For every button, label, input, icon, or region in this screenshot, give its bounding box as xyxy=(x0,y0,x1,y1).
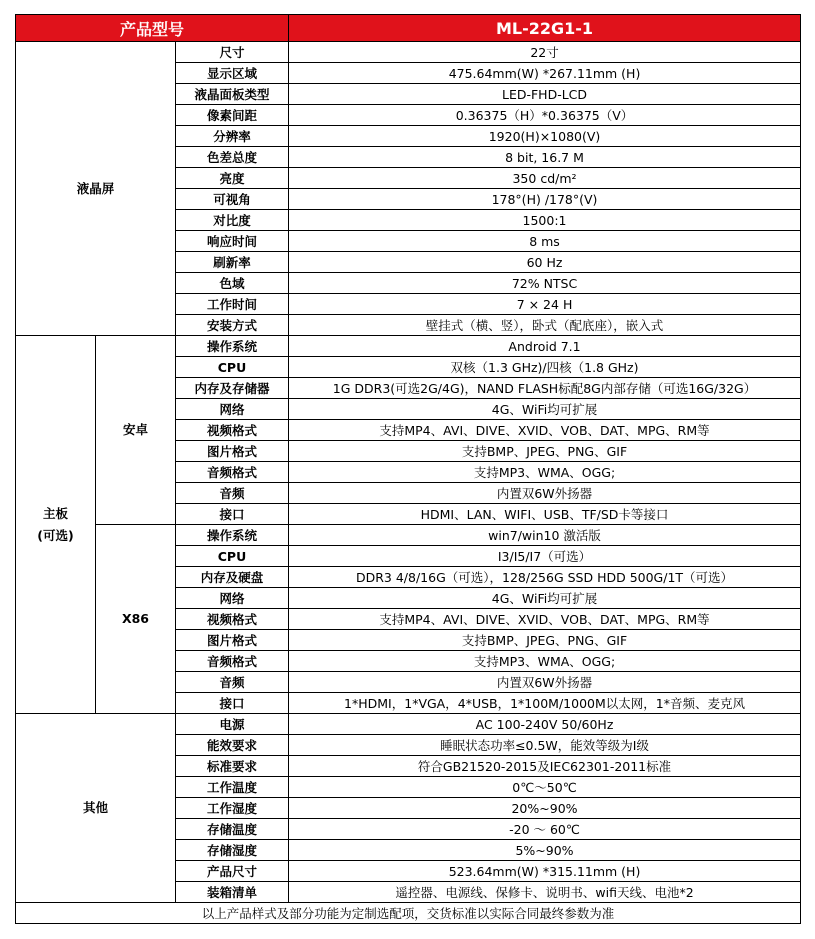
spec-value: 1920(H)×1080(V) xyxy=(289,126,801,147)
spec-value: 8 ms xyxy=(289,231,801,252)
spec-label: 音频格式 xyxy=(176,462,289,483)
spec-label: 电源 xyxy=(176,714,289,735)
subgroup-x86: X86 xyxy=(96,525,176,714)
spec-label: 色差总度 xyxy=(176,147,289,168)
spec-value: AC 100-240V 50/60Hz xyxy=(289,714,801,735)
spec-label: 分辨率 xyxy=(176,126,289,147)
spec-label: 存储湿度 xyxy=(176,840,289,861)
spec-value: 支持BMP、JPEG、PNG、GIF xyxy=(289,441,801,462)
spec-value: 符合GB21520-2015及IEC62301-2011标准 xyxy=(289,756,801,777)
spec-value: 遥控器、电源线、保修卡、说明书、wifi天线、电池*2 xyxy=(289,882,801,903)
table-row xyxy=(16,525,801,546)
group-mainboard-title: 主板 xyxy=(42,505,68,521)
spec-value: win7/win10 激活版 xyxy=(289,525,801,546)
spec-value: -20 ～ 60℃ xyxy=(289,819,801,840)
spec-label: 工作时间 xyxy=(176,294,289,315)
spec-value: 4G、WiFi均可扩展 xyxy=(289,399,801,420)
spec-value: 1500:1 xyxy=(289,210,801,231)
spec-value: 20%~90% xyxy=(289,798,801,819)
spec-value: 支持MP4、AVI、DIVE、XVID、VOB、DAT、MPG、RM等 xyxy=(289,420,801,441)
spec-label: 尺寸 xyxy=(176,42,289,63)
spec-label: 音频 xyxy=(176,672,289,693)
spec-value: 22寸 xyxy=(289,42,801,63)
spec-value: 壁挂式（横、竖），卧式（配底座），嵌入式 xyxy=(289,315,801,336)
table-row xyxy=(16,714,801,735)
spec-value: 支持MP3、WMA、OGG; xyxy=(289,651,801,672)
spec-label: 操作系统 xyxy=(176,336,289,357)
spec-value: HDMI、LAN、WIFI、USB、TF/SD卡等接口 xyxy=(289,504,801,525)
spec-label: 接口 xyxy=(176,504,289,525)
spec-label: 图片格式 xyxy=(176,630,289,651)
spec-value: DDR3 4/8/16G（可选），128/256G SSD HDD 500G/1T（可选） xyxy=(289,567,801,588)
spec-value: 523.64mm(W) *315.11mm (H) xyxy=(289,861,801,882)
spec-label: 色域 xyxy=(176,273,289,294)
spec-label: 视频格式 xyxy=(176,609,289,630)
spec-value: 支持MP3、WMA、OGG; xyxy=(289,462,801,483)
spec-label: 网络 xyxy=(176,588,289,609)
spec-value: 178°(H) /178°(V) xyxy=(289,189,801,210)
header-row xyxy=(16,15,801,42)
spec-value: 1G DDR3(可选2G/4G)，NAND FLASH标配8G内部存储（可选16G/32G） xyxy=(289,378,801,399)
spec-label: 标准要求 xyxy=(176,756,289,777)
spec-value: I3/I5/I7（可选） xyxy=(289,546,801,567)
spec-label: CPU xyxy=(176,546,289,567)
spec-value: 8 bit, 16.7 M xyxy=(289,147,801,168)
spec-label: 显示区域 xyxy=(176,63,289,84)
spec-value: 72% NTSC xyxy=(289,273,801,294)
spec-label: 图片格式 xyxy=(176,441,289,462)
footer-note: 以上产品样式及部分功能为定制选配项，交货标准以实际合同最终参数为准 xyxy=(16,903,801,924)
spec-label: 内存及存储器 xyxy=(176,378,289,399)
spec-label: 能效要求 xyxy=(176,735,289,756)
spec-label: 音频 xyxy=(176,483,289,504)
spec-value: 支持BMP、JPEG、PNG、GIF xyxy=(289,630,801,651)
group-other: 其他 xyxy=(16,714,176,903)
spec-table xyxy=(15,14,801,924)
table-row xyxy=(16,336,801,357)
spec-value: 睡眠状态功率≤0.5W，能效等级为I级 xyxy=(289,735,801,756)
model-label: 产品型号 xyxy=(16,15,289,42)
spec-value: 0℃～50℃ xyxy=(289,777,801,798)
spec-value: Android 7.1 xyxy=(289,336,801,357)
spec-value: 内置双6W外扬器 xyxy=(289,483,801,504)
group-mainboard xyxy=(16,336,96,714)
spec-value: 7 × 24 H xyxy=(289,294,801,315)
spec-label: 音频格式 xyxy=(176,651,289,672)
spec-sheet xyxy=(15,14,800,924)
spec-value: 350 cd/m² xyxy=(289,168,801,189)
spec-value: 0.36375（H）*0.36375（V） xyxy=(289,105,801,126)
spec-label: 接口 xyxy=(176,693,289,714)
spec-label: 液晶面板类型 xyxy=(176,84,289,105)
spec-value: 内置双6W外扬器 xyxy=(289,672,801,693)
spec-label: 可视角 xyxy=(176,189,289,210)
spec-value: 支持MP4、AVI、DIVE、XVID、VOB、DAT、MPG、RM等 xyxy=(289,609,801,630)
spec-label: 内存及硬盘 xyxy=(176,567,289,588)
spec-label: 像素间距 xyxy=(176,105,289,126)
spec-label: 工作温度 xyxy=(176,777,289,798)
spec-value: 1*HDMI，1*VGA，4*USB，1*100M/1000M以太网，1*音频、麦克风 xyxy=(289,693,801,714)
spec-label: 安装方式 xyxy=(176,315,289,336)
spec-label: 工作湿度 xyxy=(176,798,289,819)
spec-value: 4G、WiFi均可扩展 xyxy=(289,588,801,609)
spec-value: 475.64mm(W) *267.11mm (H) xyxy=(289,63,801,84)
spec-value: 5%~90% xyxy=(289,840,801,861)
spec-label: 网络 xyxy=(176,399,289,420)
group-mainboard-note: (可选) xyxy=(37,527,74,543)
footer-row xyxy=(16,903,801,924)
spec-value: 双核（1.3 GHz)/四核（1.8 GHz) xyxy=(289,357,801,378)
model-value: ML-22G1-1 xyxy=(289,15,801,42)
spec-value: LED-FHD-LCD xyxy=(289,84,801,105)
spec-label: 亮度 xyxy=(176,168,289,189)
spec-label: 操作系统 xyxy=(176,525,289,546)
spec-value: 60 Hz xyxy=(289,252,801,273)
spec-label: 装箱清单 xyxy=(176,882,289,903)
spec-label: 响应时间 xyxy=(176,231,289,252)
group-lcd: 液晶屏 xyxy=(16,42,176,336)
spec-label: 视频格式 xyxy=(176,420,289,441)
spec-label: 产品尺寸 xyxy=(176,861,289,882)
spec-label: 刷新率 xyxy=(176,252,289,273)
table-row xyxy=(16,42,801,63)
subgroup-android: 安卓 xyxy=(96,336,176,525)
spec-label: 存储温度 xyxy=(176,819,289,840)
spec-label: 对比度 xyxy=(176,210,289,231)
spec-label: CPU xyxy=(176,357,289,378)
